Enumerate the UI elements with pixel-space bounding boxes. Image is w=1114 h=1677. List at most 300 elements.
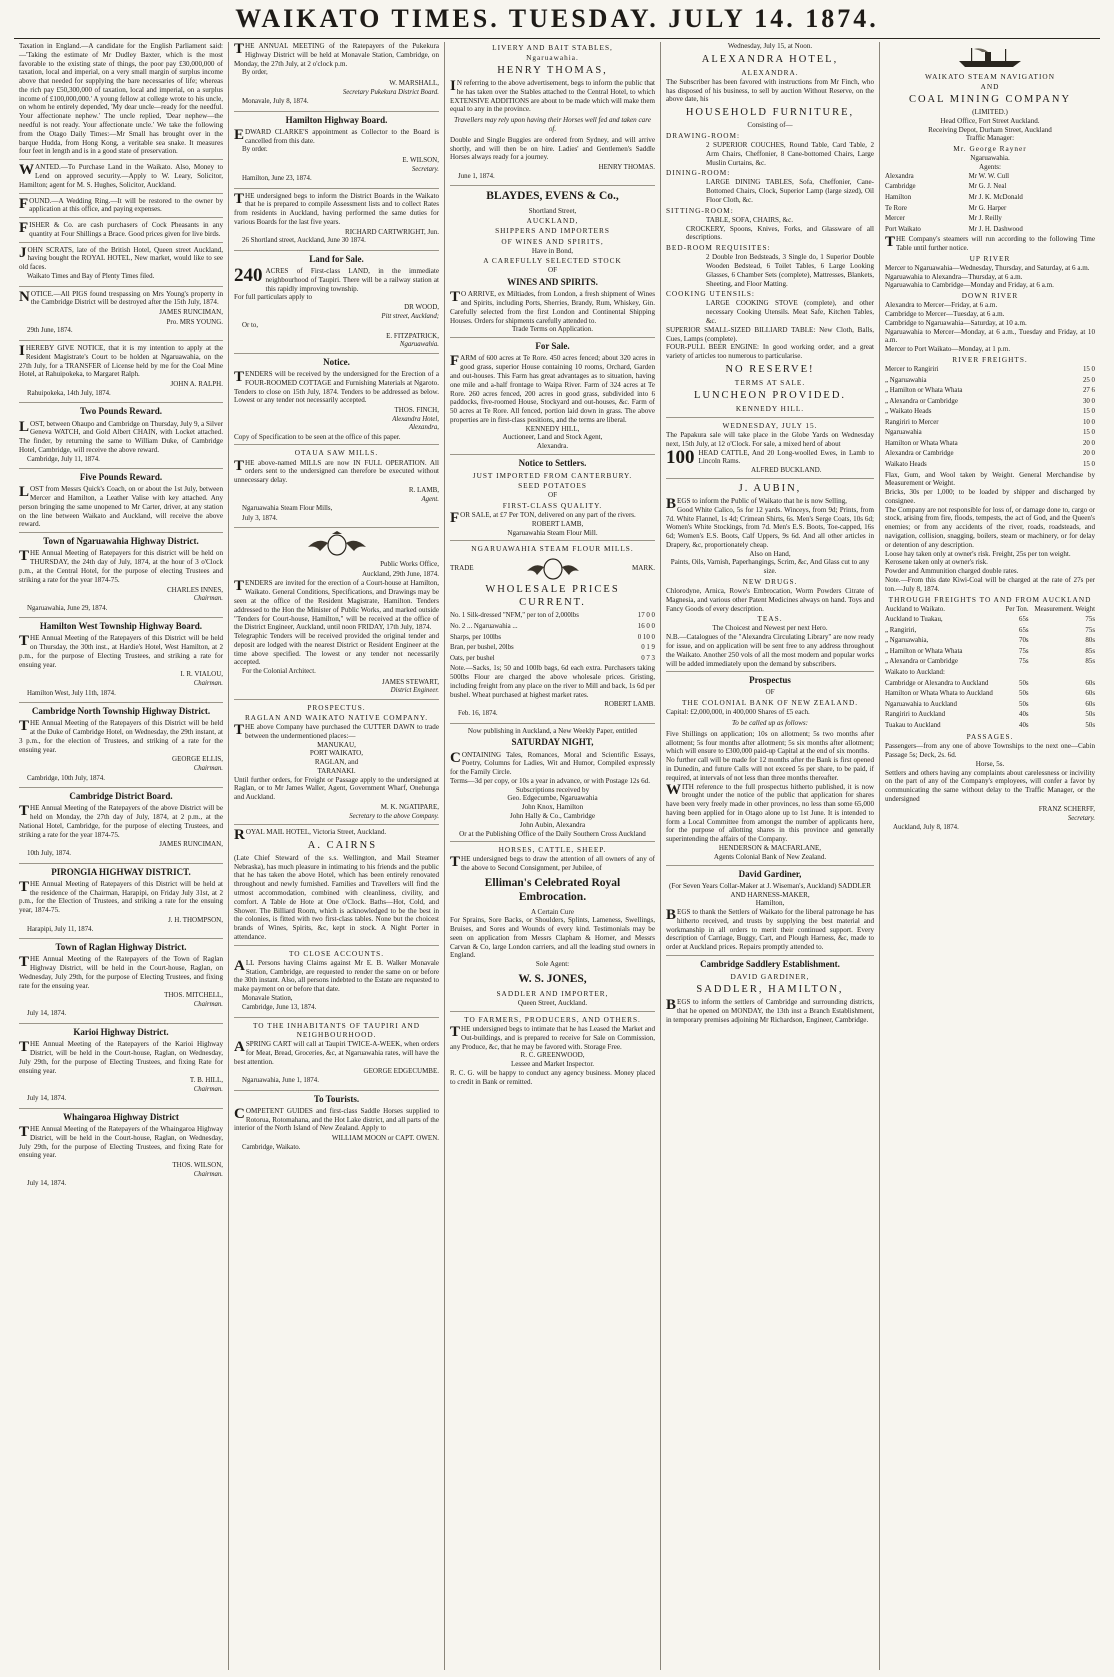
masthead-rule: [14, 38, 1100, 39]
cattle-number: 100: [666, 446, 695, 468]
rate: 60s: [1085, 700, 1095, 708]
signature: M. K. NGATIPARE,: [380, 803, 439, 812]
date: Rahuipokeka, 14th July, 1874.: [27, 389, 111, 397]
freight-route: Waikato Heads: [885, 461, 927, 469]
colonial-bank-prospectus: [666, 675, 874, 865]
signature: HENDERSON & MACFARLANE,: [718, 844, 822, 853]
tagline: FIRST-CLASS QUALITY.: [502, 501, 603, 510]
date: Hamilton West, July 11th, 1874.: [27, 689, 116, 697]
masthead: [0, 0, 1114, 36]
town: ALEXANDRA.: [741, 67, 799, 77]
ad-text: Double and Single Buggies are ordered from Sydney, and will arrive shortly, and will then be on hire. Ladies' and Gentlemen's Saddle Horses always ready for a journey.: [450, 135, 655, 162]
luncheon: LUNCHEON PROVIDED.: [693, 389, 847, 401]
terms: Trade Terms on Application.: [511, 325, 594, 334]
license-notice: [19, 344, 223, 403]
agent-name: Mr G. J. Neal: [968, 183, 1007, 191]
tagline: OF WINES AND SPIRITS,: [501, 236, 604, 246]
blaydes-evens-ad: [450, 189, 655, 338]
signature-title: Alexandra,: [408, 424, 439, 432]
ad-text: WITH reference to the full prospectus hitherto published, it is now brought under the notice of the public that application for shares have been very freely made in other provinces, no less than some 65,000 having been applied for in Otago alone up to 1st June. It is intended to form a Local Committee from amongst the number of applicants here, for the purpose of allotting shares in this province and generally superintending the affairs of the Company.: [666, 781, 874, 844]
ad-text: THE undersigned begs to intimate that he has Leased the Market and Out-buildings, and is prepared to receive for Sale on Commission, any Produce, &c, that he may be favored with. Storage Free.: [450, 1024, 655, 1051]
land-for-sale: [234, 254, 439, 354]
column-header: Measurement. Weight: [1034, 605, 1095, 613]
route: Cambridge or Alexandra to Auckland: [885, 679, 989, 687]
signature: E. WILSON,: [402, 155, 439, 164]
limited-label: (LIMITED.): [972, 108, 1008, 117]
proprietor-name: J. AUBIN,: [738, 482, 802, 494]
freight-route: Rangiriri to Mercer: [885, 418, 939, 426]
company-name: WAIKATO STEAM NAVIGATION: [925, 72, 1055, 81]
table-row: [885, 679, 1095, 690]
tagline: JUST IMPORTED FROM CANTERBURY.: [472, 471, 633, 481]
signature-title: Alexandra.: [536, 442, 569, 451]
city: AUCKLAND,: [526, 216, 579, 226]
room-items: 2 Double Iron Bedsteads, 3 Single do, 1 Superior Double Wooden Bedstead, 6 Toilet Tables, 6 Large Looking Glasses, 6 Chamber Sets (complete), Mattresses, Blankets, Sheeting, and Floor Matting.: [706, 253, 874, 288]
raglan-highway: [19, 942, 223, 1024]
rate: 50s: [1085, 721, 1095, 729]
ad-text: THE Annual Meeting of the Ratepayers of the Whaingaroa Highway District, will be held in the Court-house, Raglan, on Wednesday, July 29th, for the purpose of Electing Trustees, and fixing Rate for ensuing year.: [19, 1124, 223, 1160]
ad-text: HEAD CATTLE, And 20 Long-woolled Ewes, in Lamb to Lincoln Rams.: [698, 448, 874, 466]
ad-text: FARM of 600 acres at Te Rore. 450 acres fenced; about 320 acres in good grass, superior House containing 10 rooms, Orchard, Garden and out-houses. This Farm has great advantages as to situation, having one mile and a-half frontage to Waipa River. Farm of 324 acres at Te Rore. 260 acres fenced, 200 acres in good grass, subdivided into 6 paddocks, five-roomed House, Stockyard and out-houses, &c. Farm of 50 acres at Te Rore. All fenced, portion laid down in grass. The above properties are in first-class positions, and the terms are liberal.: [450, 353, 655, 424]
ad-text: Bricks, 30s per 1,000; to be loaded by shipper and discharged by consignee.: [885, 488, 1095, 505]
tagline: OF: [547, 266, 558, 275]
cartwright-notice: [234, 192, 439, 251]
freight-rate: 15 0: [1082, 429, 1095, 437]
agent-town: Mercer: [885, 215, 905, 223]
schedule-item: Alexandra to Mercer—Friday, at 6 a.m.: [885, 301, 998, 310]
ad-heading: SATURDAY NIGHT,: [511, 737, 594, 748]
table-row: [885, 626, 1095, 637]
ad-heading: Prospectus: [749, 675, 791, 686]
ad-text: Horse, 5s.: [975, 759, 1005, 768]
newspaper-title: WAIKATO TIMES. TUESDAY. JULY 14. 1874.: [235, 4, 879, 33]
rate: 75s: [1019, 647, 1029, 655]
mark-label: MARK.: [631, 564, 655, 573]
saturday-night-ad: [450, 727, 655, 843]
for-label: For the Colonial Architect.: [242, 668, 316, 676]
five-pounds-reward: [19, 472, 223, 533]
freight-rate: 10 0: [1082, 418, 1095, 426]
two-pounds-reward: [19, 406, 223, 469]
tagline: Have in Bond,: [531, 246, 574, 255]
signature: Pro. MRS YOUNG.: [166, 317, 223, 326]
table-row: [450, 654, 655, 665]
of-label: OF: [765, 688, 775, 697]
room-items: SUPERIOR SMALL-SIZED BILLIARD TABLE: New Cloth, Balls, Cues, Lamps (complete).: [666, 325, 874, 343]
place-item: TARANAKI.: [317, 766, 356, 775]
column-2: [229, 42, 445, 1670]
room-heading: SITTING-ROOM:: [666, 205, 734, 215]
date: Auckland, July 8, 1874.: [893, 823, 959, 831]
ad-text: The Subscriber has been favored with instructions from Mr Finch, who has disposed of his business, to sell by auction Without Reserve, on the above date, his: [666, 77, 874, 104]
freight-rate: 15 0: [1082, 461, 1095, 469]
trade-label: TRADE: [450, 564, 474, 573]
table-row: [450, 622, 655, 633]
column-header: Per Ton.: [1005, 605, 1029, 613]
date: Hamilton, June 23, 1874.: [242, 174, 312, 182]
ad-text: Chlorodyne, Arnica, Rowe's Embrocation, Worm Powders Citrate of Magnesia, and various other Patent Medicines always on hand. Toys and Fancy Goods of every description.: [666, 587, 874, 613]
freight-rate: 25 0: [1082, 376, 1095, 384]
ad-heading: ROYAL MAIL HOTEL, Victoria Street, Auckland.: [234, 827, 387, 844]
rate: 50s: [1019, 690, 1029, 698]
sale-heading: HOUSEHOLD FURNITURE,: [685, 107, 855, 119]
ad-text: FOUND.—A Wedding Ring.—It will be restored to the owner by application at this office, and paying expenses.: [19, 195, 223, 214]
ad-heading: TO FARMERS, PRODUCERS, AND OTHERS.: [464, 1015, 641, 1025]
rate: 40s: [1019, 711, 1029, 719]
signature: E. FITZPATRICK,: [386, 331, 439, 340]
pirongia-highway: [19, 867, 223, 940]
steamship-icon: [955, 45, 1025, 69]
aubin-ad: [666, 482, 874, 672]
town: Ngaruawahia.: [970, 154, 1010, 163]
papakura-cattle-sale: [666, 421, 874, 479]
ad-heading: TO THE INHABITANTS OF TAUPIRI AND NEIGHBOURHOOD.: [252, 1021, 421, 1040]
rate: 75s: [1085, 616, 1095, 624]
schedule-item: Ngaruawahia to Mercer—Monday, at 6 a.m., Tuesday and Friday, at 10 a.m.: [885, 327, 1095, 345]
ad-text: For full particulars apply to: [234, 293, 313, 302]
signature-address: Ngaruawahia.: [399, 341, 439, 349]
price-value: 17 0 0: [637, 612, 655, 620]
ad-text: Until further orders, for Freight or Passage apply to the undersigned at Raglan, or to Mr James Waller, Agent, Government Wharf, Onehunga and Auckland.: [234, 775, 439, 802]
table-row: [450, 633, 655, 644]
ad-text: THE above Company have purchased the CUTTER DAWN to trade between the undermentioned places:—: [234, 721, 439, 740]
schedule-item: Mercer to Ngaruawahia—Wednesday, Thursday, and Saturday, at 6 a.m.: [885, 263, 1090, 272]
schedule-item: Ngaruawahia to Alexandra—Thursday, at 6 a.m.: [885, 272, 1023, 281]
route: Auckland to Tuakau,: [885, 616, 943, 624]
ad-text: The Choicest and Newest per next Hero.: [712, 624, 828, 633]
signature: RICHARD CARTWRIGHT, Jun.: [345, 227, 439, 236]
room-heading: DRAWING-ROOM:: [666, 130, 741, 140]
signature-title: Lessee and Market Inspector.: [510, 1060, 595, 1069]
table-row: [885, 193, 1095, 204]
signature: ROBERT LAMB,: [531, 519, 584, 528]
called-label: To be called up as follows:: [732, 719, 808, 728]
column-1: [14, 42, 229, 1670]
freight-route: „ Hamilton or Whata Whata: [885, 387, 963, 395]
signature-title: Agents Colonial Bank of New Zealand.: [713, 852, 827, 861]
agent-name: Mr J. H. Dashwood: [968, 225, 1023, 233]
room-items: FOUR-PULL BEER ENGINE: In good working order, and a great variety of articles too numerous to particularise.: [666, 343, 874, 361]
agent-label: Sole Agent:: [535, 960, 570, 969]
wanted-ad: [19, 163, 223, 193]
tagline: SADDLER, HAMILTON,: [696, 984, 844, 996]
signature: I. R. VIALOU,: [180, 670, 223, 679]
address: Ngaruawahia Steam Flour Mills,: [242, 504, 333, 512]
price-value: 16 0 0: [637, 623, 655, 631]
rate: 50s: [1019, 679, 1029, 687]
company-name: BLAYDES, EVENS & Co.,: [486, 190, 619, 203]
publishing-office: Or at the Publishing Office of the Daily Southern Cross Auckland: [459, 829, 646, 838]
date: Harapipi, July 11, 1874.: [27, 925, 94, 933]
table-row: [885, 647, 1095, 658]
table-row: [885, 376, 1095, 387]
consisting-label: Consisting of—: [747, 121, 793, 130]
date: 29th June, 1874.: [27, 327, 73, 335]
freight-rate: 27 6: [1082, 387, 1095, 395]
freight-route: „ Alexandra or Cambridge: [885, 397, 958, 405]
rate: 50s: [1085, 711, 1095, 719]
agent-town: Hamilton: [885, 193, 912, 201]
ad-heading: ALEXANDRA HOTEL,: [701, 53, 839, 65]
freight-route: Hamilton or Whata Whata: [885, 439, 958, 447]
ad-heading: Cambridge North Township Highway District.: [31, 706, 211, 717]
signature: R. LAMB,: [408, 485, 439, 494]
ad-text: EDWARD CLARKE'S appointment as Collector to the Board is cancelled from this date.: [234, 126, 439, 145]
ad-text: TENDERS will be received by the undersigned for the Erection of a FOUR-ROOMED COTTAGE and Furnishing Materials at Ngaroto. Tenders to close on 15th July, 1874. Tenders to be addressed as below. Lowest or any tender not necessarily accepted.: [234, 369, 439, 405]
ad-text: IHEREBY GIVE NOTICE, that it is my intention to apply at the Resident Magistrate's Court to be holden at Ngaruawahia, on the 27th July, for a TRANSFER of License held by me for the Coal Mine Hotel, at Rahuipokeka, to Margaret Ralph.: [19, 343, 223, 379]
ad-text: Settlers and others having any complaints about carelessness or incivility on the part of any of the Company's employees, will confer a favor by communicating the same without delay to the Traffic Manager, or the undersigned: [885, 768, 1095, 804]
rate: 60s: [1085, 690, 1095, 698]
by-order: By order.: [242, 146, 268, 154]
ad-text: THE Annual Meeting of the Ratepayers of this District will be held at the Duke of Cambridge Hotel, on Wednesday, the 29th instant, at 3 p.m., for the election of Trustees, and striking of a rate for the ensuing year.: [19, 718, 223, 754]
signature: DR WOOD,: [404, 303, 439, 312]
freight-rate: 20 0: [1082, 439, 1095, 447]
room-items: TABLE, SOFA, CHAIRS, &c.: [706, 215, 793, 224]
ad-text: FOR SALE, at £7 Per TON, delivered on any part of the rivers.: [450, 510, 636, 527]
ad-heading: Town of Raglan Highway District.: [55, 942, 187, 953]
agents-heading: Agents:: [978, 163, 1002, 172]
place-item: PORT WAIKATO,: [309, 749, 364, 758]
ad-heading: Whaingaroa Highway District: [63, 1111, 179, 1122]
place-item: MANUKAU,: [317, 740, 356, 749]
signature: ROBERT LAMB.: [604, 700, 655, 709]
price-item: Bran, per bushel, 20lbs: [450, 644, 514, 652]
flour-mills-ad: [450, 544, 655, 723]
signature: J. H. THOMPSON,: [168, 915, 223, 924]
ad-heading: David Gardiner,: [738, 868, 802, 879]
agent-item: John Hally & Co., Cambridge: [509, 812, 596, 821]
table-row: [885, 365, 1095, 376]
gardiner-ad: [666, 869, 874, 956]
signature: T. B. HILL,: [189, 1076, 223, 1085]
acres-number: 240: [234, 265, 263, 287]
cambridge-district-board: [19, 791, 223, 864]
price-item: Sharps, per 100lbs: [450, 633, 502, 641]
route: Tuakau to Auckland: [885, 721, 941, 729]
agent-town: Te Rore: [885, 204, 907, 212]
table-row: [885, 449, 1095, 460]
public-works-tender: [234, 531, 439, 700]
ad-text: NOTICE.—All PIGS found trespassing on Mrs Young's property in the Cambridge District will be destroyed after the 15th July, 1874.: [19, 288, 223, 307]
address: Queen Street, Auckland.: [517, 999, 588, 1008]
signature: JAMES STEWART,: [381, 677, 439, 686]
ad-text: TENDERS are invited for the erection of a Court-house at Hamilton, Waikato. General Conditions, Specifications, and Drawings may be seen at the office of the Resident Magistrate, Hamilton. Tenders addressed to the Hon the Minister of Public Works, and marked outside "Tenders for Court-house, Hamilton," will be received at the office of the District Engineer, Auckland, until noon FRIDAY, 17th July, 1874.: [234, 578, 439, 632]
pukekura-notice: [234, 42, 439, 112]
signature: ALFRED BUCKLAND.: [750, 466, 822, 475]
freight-route: Ngaruawahia: [885, 429, 922, 437]
freight-rate: 15 0: [1082, 365, 1095, 373]
ad-heading: Two Pounds Reward.: [79, 406, 163, 417]
rate: 50s: [1019, 700, 1029, 708]
found-ad: [19, 197, 223, 219]
ad-text: Note.—Sacks, 1s; 50 and 100lb bags, 6d each extra. Purchasers taking 500lbs Flour are charged the above wholesale prices. Gristing, including freight from any place on the river to Mill and back, 1s 6d per bushel. Wheat purchased at highest market rates.: [450, 664, 655, 699]
signature: CHARLES INNES,: [166, 585, 223, 594]
tagline: SHIPPERS AND IMPORTERS: [495, 226, 610, 236]
freight-route: „ Waikato Heads: [885, 408, 932, 416]
no-reserve: NO RESERVE!: [725, 363, 815, 375]
price-item: No. 2 ... Ngaruawahia ...: [450, 623, 518, 631]
schedule-item: Cambridge to Ngaruawahia—Saturday, at 10 a.m.: [885, 318, 1027, 327]
rate: 65s: [1019, 616, 1029, 624]
price-list-heading: WHOLESALE PRICES CURRENT.: [485, 584, 620, 609]
ad-text: TO ARRIVE, ex Miltiades, from London, a fresh shipment of Wines and Spirits, including Ports, Sherries, Brandy, Rum, Whiskey, Gin. Carefully selected from the first London and Continental Shipping Houses. Orders for shipments carefully attended to.: [450, 289, 655, 325]
ad-text: LOST, between Ohaupo and Cambridge on Thursday, July 9, a Silver Geneva WATCH, and Gold Albert CHAIN, with Locket attached. The finder, by returning the same to William Duke, of Cambridge Hotel, Cambridge, will receive the above reward.: [19, 418, 223, 454]
ad-text: Powder and Ammunition charged double rates.: [885, 567, 1019, 576]
agent-town: Alexandra: [885, 172, 914, 180]
tagline: SEED POTATOES: [518, 481, 587, 491]
ad-text: THE Annual Meeting of the Ratepayers of the above District will be held on Monday, the 27th day of July, 1874, at 2 p.m., at the National Hotel, Cambridge, for the purpose of electing Trustees, and striking a rate for the year 1874-75.: [19, 803, 223, 839]
ad-text: For Sprains, Sore Backs, or Shoulders, Splints, Lameness, Swellings, Bruises, and Sores and Wounds of every kind. Testimonials may be seen on application from Messrs Clapham & Horner, and Messrs Carvan & Co, large London carriers, and all the leading stud owners in England.: [450, 916, 655, 960]
schedule-item: Cambridge to Mercer—Tuesday, at 6 a.m.: [885, 310, 1005, 318]
ad-heading: Hamilton West Township Highway Board.: [39, 621, 203, 632]
ad-text: CONTAINING Tales, Romances, Moral and Scientific Essays, Poetry, Columns for Ladies, Wit and Humor, Compiled expressly for the Family Circle.: [450, 749, 655, 777]
signature-title: District Engineer.: [390, 687, 439, 695]
bank-name: THE COLONIAL BANK OF NEW ZEALAND.: [681, 698, 859, 708]
ad-text: ALL Persons having Claims against Mr E. B. Walker Monavale Station, Cambridge, are requested to render the same on or before the 30th instant. Also, all persons indebted to the Estate are requested to make payment on or before that date.: [234, 957, 439, 994]
signature-title: Secretary.: [411, 165, 439, 173]
address: Cambridge, Waikato.: [242, 1143, 301, 1151]
signature: JOHN A. RALPH.: [170, 380, 223, 389]
signature: THOS. MITCHELL,: [164, 991, 223, 1000]
column-5: [880, 42, 1100, 1670]
ad-heading: Land for Sale.: [309, 253, 364, 264]
ad-heading: Notice.: [323, 356, 350, 367]
tourists-ad: [234, 1094, 439, 1157]
karioi-highway: [19, 1027, 223, 1109]
table-row: [885, 636, 1095, 647]
freight-rate: 30 0: [1082, 397, 1095, 405]
signature-title: Chairman.: [193, 1001, 223, 1009]
table-row: [885, 689, 1095, 700]
table-row: [885, 397, 1095, 408]
table-row: [885, 657, 1095, 668]
street: Shortland Street,: [528, 206, 577, 215]
signature-title: Secretary Pukekura District Board.: [342, 88, 439, 96]
settlers-notice: [450, 458, 655, 541]
freights-table: [885, 365, 1095, 471]
signature-title: Secretary.: [1067, 814, 1095, 822]
ad-text: ASPRING CART will call at Taupiri TWICE-A-WEEK, when orders for Meat, Bread, Groceries, &c, at Ngaruawahia rates, will have the best attention.: [234, 1039, 439, 1066]
signature-title: Ngaruawahia Steam Flour Mill.: [507, 528, 598, 537]
signature: WILLIAM MOON or CAPT. OWEN.: [331, 1134, 439, 1143]
ad-text: Loose hay taken only at owner's risk. Freight, 25s per ton weight.: [885, 549, 1071, 558]
manager-name: Mr. George Rayner: [953, 144, 1027, 154]
signature-address: Pitt street, Auckland;: [381, 312, 439, 320]
date: Cambridge, July 11, 1874.: [27, 455, 100, 463]
rate: 60s: [1085, 679, 1095, 687]
table-row: [885, 700, 1095, 711]
ad-heading: PROSPECTUS.: [307, 702, 366, 712]
scrats-ad: [19, 246, 223, 287]
ad-text: THE Annual Meeting of the Ratepayers of this District will be held on Thursday, the 30th inst., at Hardie's Hotel, West Hamilton, at 2 p.m., for the purpose of Electing Trustees, and striking a rate for ensuing year.: [19, 633, 223, 669]
address: 26 Shortland street, Auckland, June 30 1874.: [242, 237, 366, 245]
signature: GEORGE ELLIS,: [172, 755, 223, 764]
ad-text: Five Shillings on application; 10s on allotment; 5s two months after allotment; 5s four months after allotment; 5s six months after allotment; which will ensure to £300,000 paid-up Capital at the end of six months.: [666, 729, 874, 756]
ad-text: THE Company's steamers will run according to the following Time Table until further notice.: [885, 234, 1095, 252]
traffic-label: Traffic Manager:: [965, 134, 1015, 143]
royal-arms-emblem: [302, 531, 372, 557]
room-items: 2 SUPERIOR COUCHES, Round Table, Card Table, 2 Arm Chairs, Cheffonier, 8 Cane-bottomed Chairs, Large Muslin Curtains, &c.: [706, 141, 874, 167]
otaua-saw-mills: [234, 448, 439, 528]
section-label: Waikato to Auckland:: [885, 668, 945, 676]
ad-italic: Travellers may rely upon having their Horses well fed and taken care of.: [454, 116, 651, 134]
room-heading: BED-ROOM REQUISITES:: [666, 243, 771, 253]
ad-text: BEGS to thank the Settlers of Waikato for the liberal patronage he has hitherto received, and trusts by supplying the best material and workmanship in all orders to merit their continued support. Every description of Carriage, Buggy, Cart, and Plough Harness, &c, made to order at Auckland prices. Repairs promptly attended to.: [666, 907, 874, 952]
rate: 70s: [1019, 637, 1029, 645]
freight-rate: 15 0: [1082, 408, 1095, 416]
through-freights-table: [885, 605, 1095, 732]
rate: 40s: [1019, 721, 1029, 729]
cambridge-saddlery: [666, 959, 874, 1028]
route: Hamilton or Whata Whata to Auckland: [885, 690, 993, 698]
rate: 75s: [1019, 658, 1029, 666]
capital: Capital: £2,000,000, in 400,000 Shares of £5 each.: [666, 708, 810, 717]
ad-text: Passengers—from any one of above Townships to the next one—Cabin Passage 5s; Deck, 2s. 6d.: [885, 742, 1095, 760]
ad-text: COMPETENT GUIDES and first-class Saddle Horses supplied to Rotorua, Rotomahana, and the Hot Lake district, and all parts of the interior of the North Island of New Zealand. Apply to: [234, 1105, 439, 1133]
column-header: Auckland to Waikato.: [885, 605, 945, 613]
table-row: [885, 407, 1095, 418]
price-list: Good White Calico, 5s for 12 yards. Winceys, from 9d; Prints, from 7d. White Flannel, 1s 4d; Crimean Shirts, 6s. Men's Serge Coats, 10s 6d; Women's White Stockings, from 7d. Men's E.S. Boots, Toe-capped, 16s 6d; Women's E.S. Boots, Calf Uppers, 9s 6d. And all other articles in Drapery, &c, proportionately cheap.: [666, 505, 874, 549]
agent-item: Geo. Edgecumbe, Ngaruawahia: [507, 794, 598, 803]
taxation-article: [19, 42, 223, 160]
signature: HENRY THOMAS.: [598, 163, 655, 172]
freight-route: Mercer to Rangiriri: [885, 365, 939, 373]
ad-text: LOST from Messrs Quick's Coach, on or about the 1st July, between Mercer and Hamilton, a Leather Valise with key attached. Any person bringing the same unopened to Mr Carter, driver, at any station on the line between Waikato and Auckland, will receive the above reward.: [19, 484, 223, 529]
agent-name: W. S. JONES,: [518, 972, 587, 985]
room-items: LARGE DINING TABLES, Sofa, Cheffonier, Cane-Bottomed Chairs, Clock, Superior Lamp (large sized), Oil Floor Cloth, &c.: [706, 178, 874, 204]
ad-text: BEGS to inform the Public of Waikato that he is now Selling,: [666, 495, 847, 512]
date: 10th July, 1874.: [27, 850, 71, 858]
signature-title: Chairman.: [193, 595, 223, 603]
freight-route: „ Ngaruawahia: [885, 376, 927, 384]
table-row: [885, 710, 1095, 721]
table-row: [885, 182, 1095, 193]
signature-title: Alexandra Hotel,: [392, 415, 439, 423]
ad-text: WANTED.—To Purchase Land in the Waikato. Also, Money to Lend on approved security.—Apply to W. Leary, Solicitor, Hamilton; agent for M. S. Hughes, Solicitor, Auckland.: [19, 162, 223, 189]
signature-title: Chairman.: [193, 765, 223, 773]
table-row: [885, 172, 1095, 183]
table-row: [885, 214, 1095, 225]
agent-name: Mr W. W. Cull: [968, 172, 1010, 180]
through-freights-heading: THROUGH FREIGHTS TO AND FROM AUCKLAND: [888, 594, 1092, 604]
room-heading: COOKING UTENSILS:: [666, 289, 755, 299]
ad-text: Note.—From this date Kiwi-Coal will be charged at the rate of 27s per ton.—July 8, 1874.: [885, 575, 1095, 593]
head-office: Head Office, Fort Street Auckland.: [940, 116, 1040, 125]
and-label: AND: [980, 82, 1000, 92]
route: „ Ngaruawahia,: [885, 637, 929, 645]
ad-text: THE undersigned begs to inform the District Boards in the Waikato that he is prepared to compile Assessment lists and to collect Rates from residents in Auckland, having performed the same duties for various Boards for the last five years.: [234, 190, 439, 226]
freight-route: Alexandra or Cambridge: [885, 450, 954, 458]
proprietor-name: HENRY THOMAS,: [497, 65, 608, 77]
table-row: [885, 721, 1095, 732]
date: July 3, 1874.: [242, 514, 278, 522]
trademark-emblem: [525, 555, 581, 581]
ad-text: No further call will be made for 12 months after the Bank is first opened in Dunedin, and future Calls will not exceed 5s per share, to be paid, if required, at intervals of not less than three months thereafter.: [666, 756, 874, 782]
column-3: [445, 42, 661, 1670]
ngaruawahia-highway: [19, 536, 223, 618]
signature-title: Agent.: [421, 495, 439, 503]
ad-text: IN referring to the above advertisement, begs to inform the public that he has taken over the Stables attached to the Central Hotel, to which EXTENSIVE ADDITIONS are about to be made which will make them equal to any in the province.: [450, 78, 655, 114]
agent-name: Mr J. K. McDonald: [968, 193, 1023, 201]
table-row: [885, 668, 1095, 679]
table-row: [885, 615, 1095, 626]
tagline: A CAREFULLY SELECTED STOCK: [483, 256, 622, 266]
date: Ngaruawahia, June 1, 1874.: [242, 1077, 319, 1085]
price-value: 0 7 3: [641, 654, 655, 662]
column-4: [661, 42, 880, 1670]
route: „ Rangiriri,: [885, 626, 917, 634]
table-row: [450, 611, 655, 622]
